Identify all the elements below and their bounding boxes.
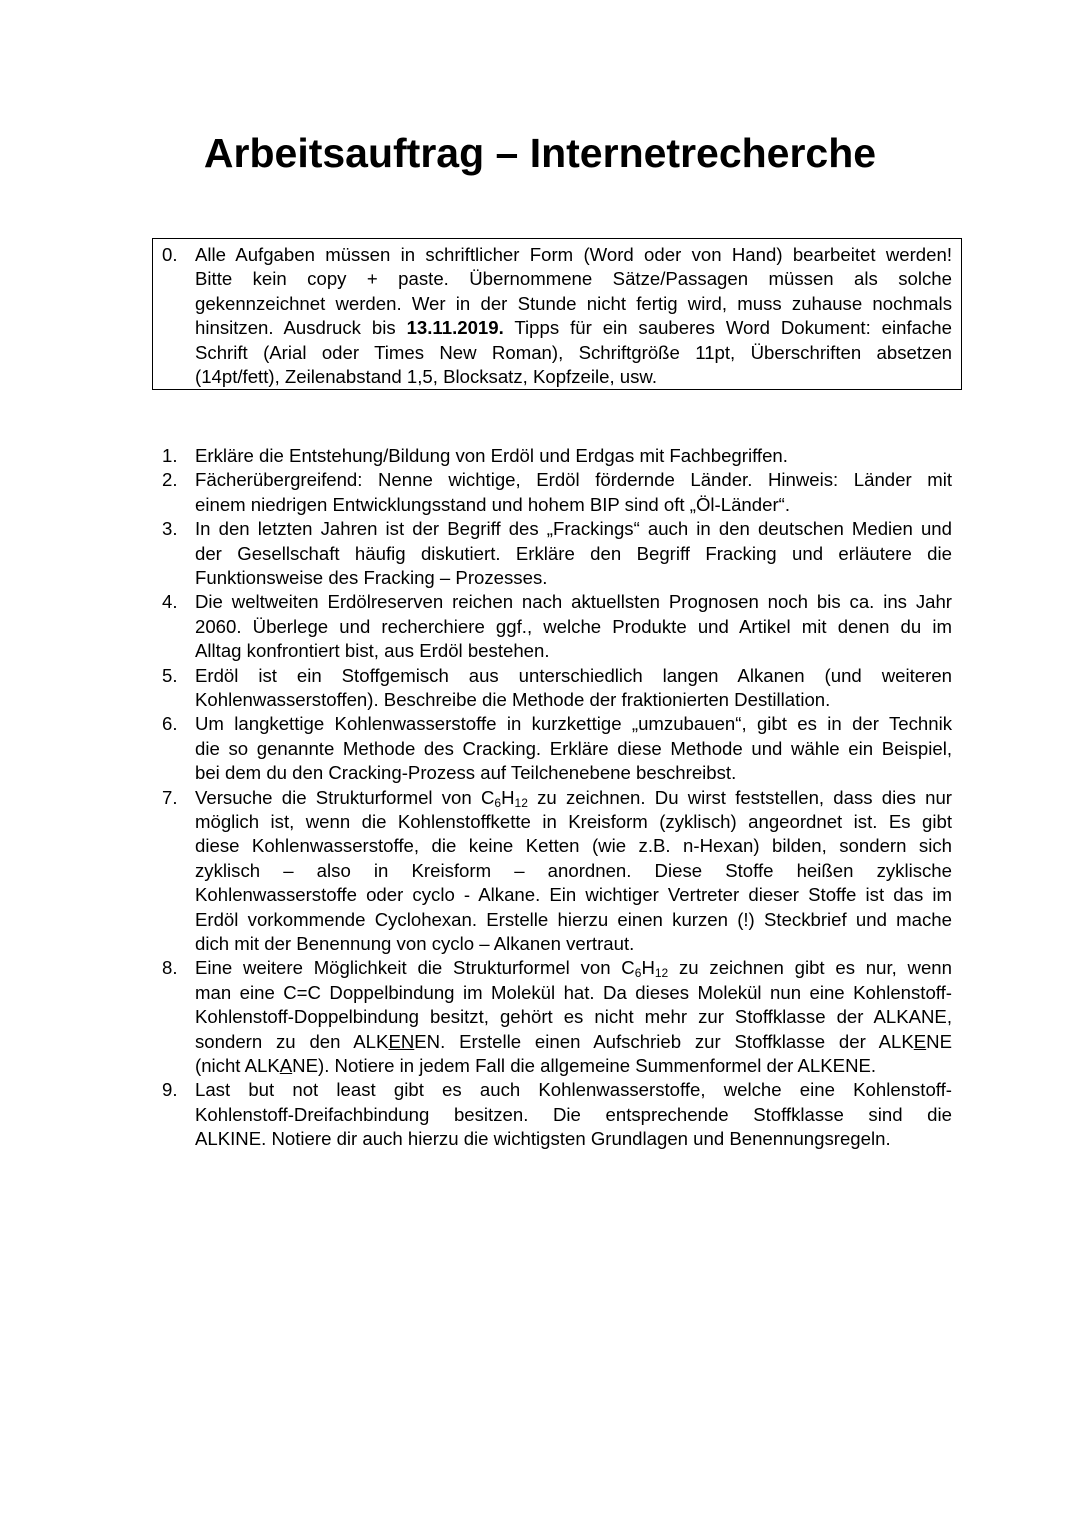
- notice-text: Alle Aufgaben müssen in schriftlicher Form (Word oder von Hand) bearbeitet werden! Bitte kein copy + paste. Übernommene Sätze/Passagen müssen als solche gekennzeichnet werden. Wer in der Stunde nicht fertig wird, muss zuhause nochmals hinsitzen. Ausdruck bis 13.11.2019. Tipps für ein sauberes Word Dokument: einfache Schrift (Arial oder Times New Roman), Schriftgröße 11pt, Überschriften absetzen (14pt/fett), Zeilenabstand 1,5, Blocksatz, Kopfzeile, usw.: [195, 244, 952, 388]
- deadline-date: 13.11.2019.: [406, 317, 504, 339]
- task-item-5: 5. Erdöl ist ein Stoffgemisch aus unterschiedlich langen Alkanen (und weiteren Kohlenwasserstoffen). Beschreibe die Methode der fraktionierten Destillation.: [162, 664, 952, 710]
- task-item-8: 8. Eine weitere Möglichkeit die Strukturformel von $C_6H_{12}$ zu zeichnen gibt es nur, wenn man eine C=C Doppelbindung im Molekül hat. Da dieses Molekül nun eine Kohlenstoff- Kohlenstoff-Doppelbindung besitzt, gehört es nicht mehr zur Stoffklasse der ALKANE, sondern zu den ALKENEN. Erstelle einen Aufschrieb zur Stoffklasse der ALKENE (nicht ALKANE). Notiere in jedem Fall die allgemeine Summenformel der ALKENE.: [162, 957, 952, 1077]
- page-title: Arbeitsauftrag – Internetrecherche: [203, 130, 877, 176]
- task-item-1: 1. Erkläre die Entstehung/Bildung von Erdöl und Erdgas mit Fachbegriffen.: [162, 445, 788, 466]
- task-item-2: 2. Fächerübergreifend: Nenne wichtige, Erdöl fördernde Länder. Hinweis: Länder mit einem niedrigen Entwicklungsstand und hohem BIP sind oft „Öl-Länder“.: [162, 469, 952, 515]
- notice-item: [162, 243, 952, 389]
- task-item-4: 4. Die weltweiten Erdölreserven reichen nach aktuellsten Prognosen noch bis ca. ins Jahr 2060. Überlege und recherchiere ggf., welche Produkte und Artikel mit denen du im Alltag konfrontiert bist, aus Erdöl bestehen.: [162, 591, 952, 662]
- task-item-7: 7. Versuche die Strukturformel von $C_6H_{12}$ zu zeichnen. Du wirst feststellen, dass dies nur möglich ist, wenn die Kohlenstoffkette in Kreisform (zyklisch) angeordnet ist. Es gibt diese Kohlenwasserstoffe, die keine Ketten (wie z.B. n-Hexan) bilden, sondern sich zyklisch – also in Kreisform – anordnen. Diese Stoffe heißen zyklische Kohlenwasserstoffe oder cyclo - Alkane. Ein wichtiger Vertreter dieser Stoffe ist das im Erdöl vorkommende Cyclohexan. Erstelle hierzu einen kurzen (!) Steckbrief und mache dich mit der Benennung von cyclo – Alkanen vertraut.: [162, 786, 952, 955]
- task-item-3: 3. In den letzten Jahren ist der Begriff des „Frackings“ auch in den deutschen Medien und der Gesellschaft häufig diskutiert. Erkläre den Begriff Fracking und erläutere die Funktionsweise des Fracking – Prozesses.: [162, 518, 952, 588]
- task-item-9: 9. Last but not least gibt es auch Kohlenwasserstoffe, welche eine Kohlenstoff- Kohlenstoff-Dreifachbindung besitzen. Die entsprechende Stoffklasse sind die ALKINE. Notiere dir auch hierzu die wichtigsten Grundlagen und Benennungsregeln.: [162, 1079, 952, 1150]
- task-item-6: 6. Um langkettige Kohlenwasserstoffe in kurzkettige „umzubauen“, gibt es in der Technik die so genannte Methode des Cracking. Erkläre diese Methode und wähle ein Beispiel, bei dem du den Cracking-Prozess auf Teilchenebene beschreibst.: [162, 713, 952, 784]
- item-number: 0.: [162, 244, 178, 265]
